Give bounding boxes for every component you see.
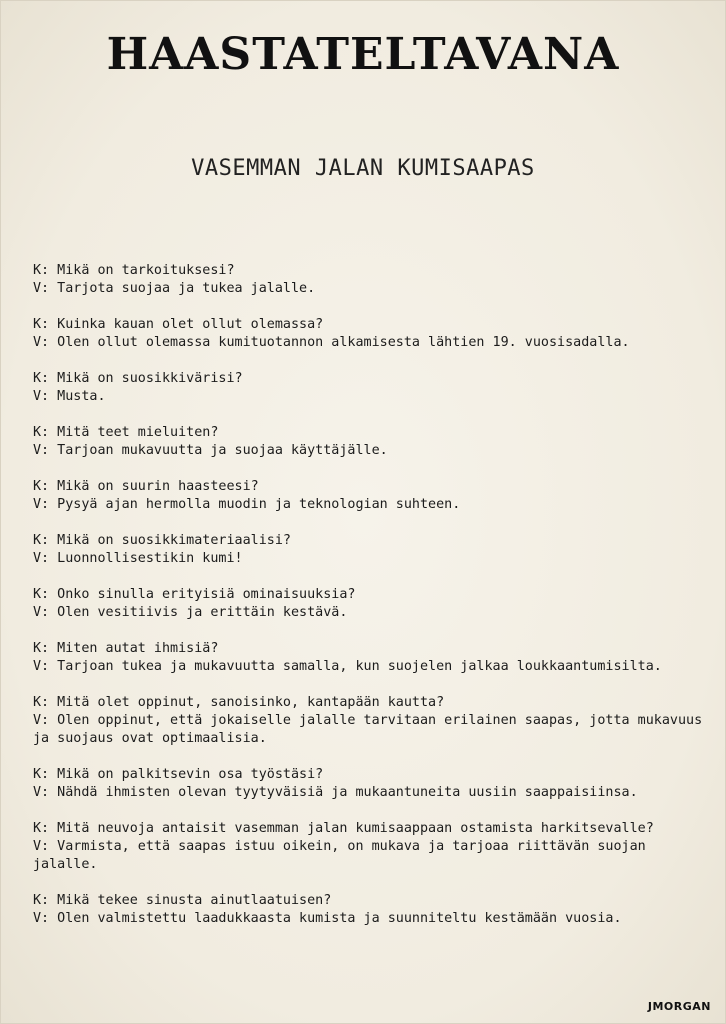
- qa-item: [33, 640, 703, 676]
- qa-item: [33, 892, 703, 928]
- qa-item: [33, 316, 703, 352]
- question: K: Kuinka kauan olet ollut olemassa?: [33, 317, 324, 332]
- answer: V: Musta.: [33, 389, 106, 404]
- page-subtitle: VASEMMAN JALAN KUMISAAPAS: [191, 156, 535, 181]
- qa-item: [33, 532, 703, 568]
- qa-item: [33, 586, 703, 622]
- question: K: Mikä on suurin haasteesi?: [33, 479, 259, 494]
- answer: V: Luonnollisestikin kumi!: [33, 551, 243, 566]
- answer: V: Tarjoan mukavuutta ja suojaa käyttäjälle.: [33, 443, 388, 458]
- answer: V: Tarjota suojaa ja tukea jalalle.: [33, 281, 316, 296]
- answer: V: Nähdä ihmisten olevan tyytyväisiä ja mukaantuneita uusiin saappaisiinsa.: [33, 785, 638, 800]
- answer: V: Olen oppinut, että jokaiselle jalalle tarvitaan erilainen saapas, jotta mukavuus ja suojaus ovat optimaalisia.: [33, 713, 711, 746]
- page-title: HAASTATELTAVANA: [106, 29, 620, 80]
- qa-item: [33, 766, 703, 802]
- question: K: Mitä olet oppinut, sanoisinko, kantapään kautta?: [33, 695, 445, 710]
- artist-signature: JMORGAN: [647, 1000, 711, 1013]
- question: K: Mitä teet mieluiten?: [33, 425, 219, 440]
- question: K: Mikä on suosikkivärisi?: [33, 371, 243, 386]
- question: K: Onko sinulla erityisiä ominaisuuksia?: [33, 587, 356, 602]
- qa-item: [33, 694, 711, 748]
- answer: V: Pysyä ajan hermolla muodin ja teknologian suhteen.: [33, 497, 461, 512]
- qa-list: [33, 262, 711, 946]
- answer: V: Olen vesitiivis ja erittäin kestävä.: [33, 605, 348, 620]
- qa-item: [33, 478, 703, 514]
- question: K: Mitä neuvoja antaisit vasemman jalan kumisaappaan ostamista harkitsevalle?: [33, 821, 654, 836]
- answer: V: Olen valmistettu laadukkaasta kumista ja suunniteltu kestämään vuosia.: [33, 911, 622, 926]
- question: K: Mikä on tarkoituksesi?: [33, 263, 235, 278]
- qa-item: [33, 370, 703, 406]
- answer: V: Varmista, että saapas istuu oikein, on mukava ja tarjoaa riittävän suojan jalalle.: [33, 839, 654, 872]
- question: K: Mikä on suosikkimateriaalisi?: [33, 533, 291, 548]
- question: K: Mikä tekee sinusta ainutlaatuisen?: [33, 893, 332, 908]
- answer: V: Tarjoan tukea ja mukavuutta samalla, kun suojelen jalkaa loukkaantumisilta.: [33, 659, 662, 674]
- qa-item: [33, 820, 703, 874]
- qa-item: [33, 262, 703, 298]
- question: K: Mikä on palkitsevin osa työstäsi?: [33, 767, 324, 782]
- answer: V: Olen ollut olemassa kumituotannon alkamisesta lähtien 19. vuosisadalla.: [33, 335, 630, 350]
- question: K: Miten autat ihmisiä?: [33, 641, 219, 656]
- qa-item: [33, 424, 703, 460]
